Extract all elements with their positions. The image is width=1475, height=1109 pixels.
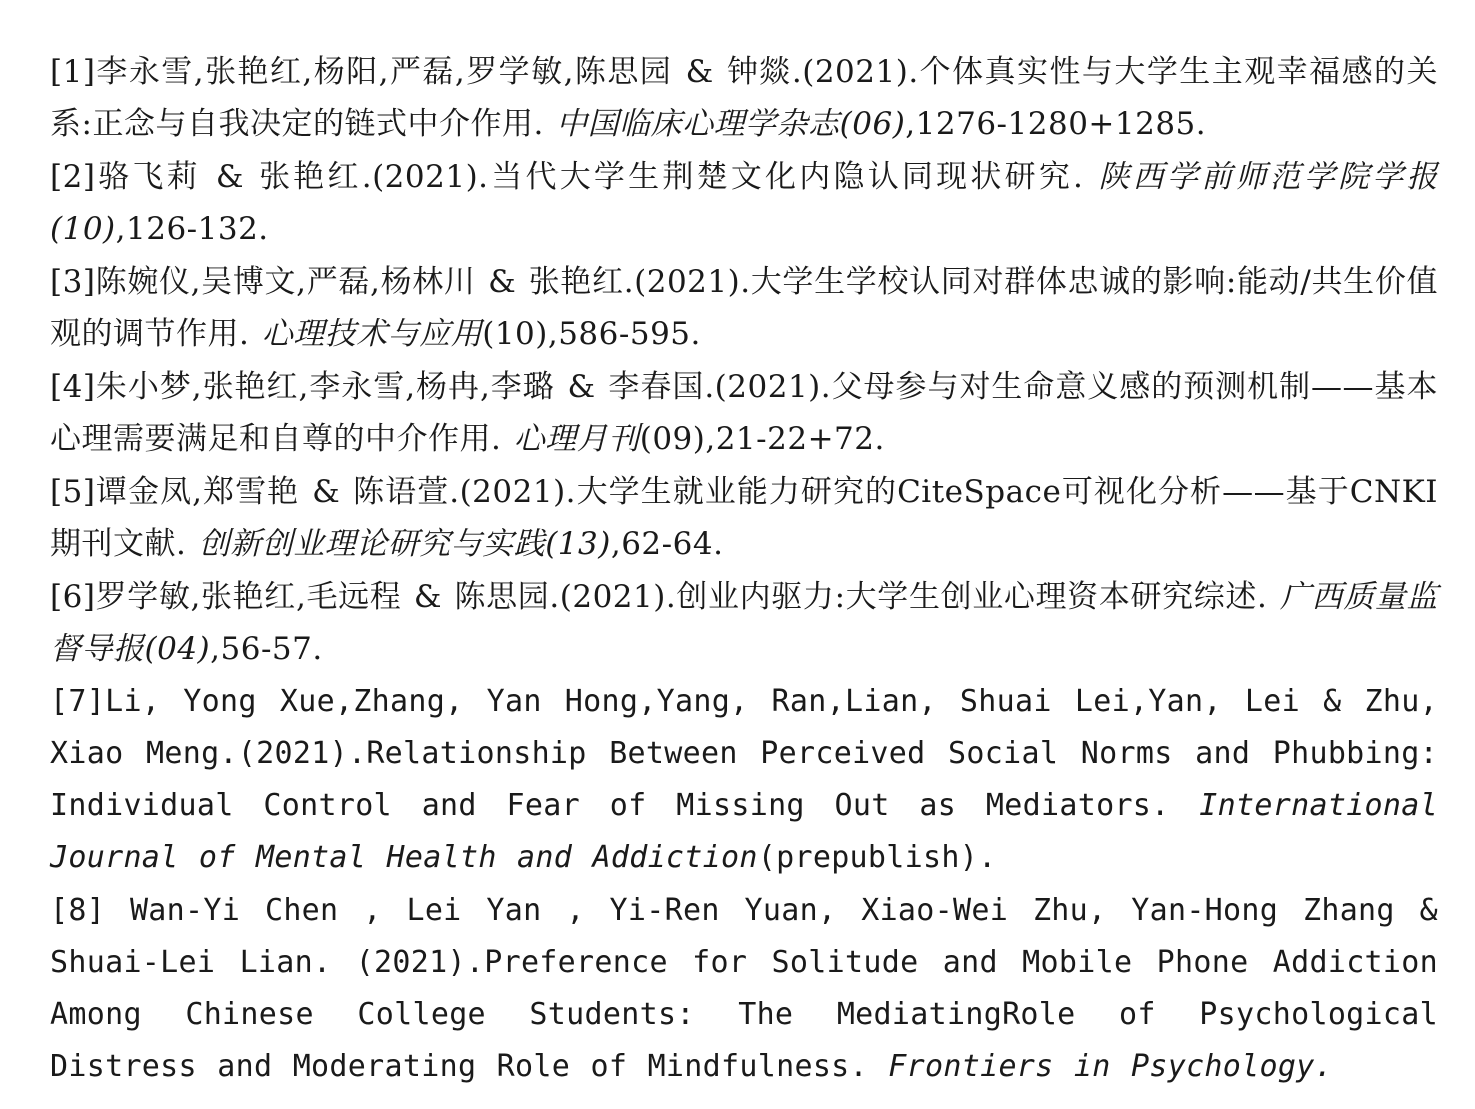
reference-pages: (prepublish).	[757, 840, 997, 875]
reference-journal: 中国临床心理学杂志(06)	[556, 106, 906, 142]
reference-authors-title: Li, Yong Xue,Zhang, Yan Hong,Yang, Ran,Lian, Shuai Lei,Yan, Lei & Zhu, Xiao Meng.(2021).Relationship Between Perceived Social Norms and Phubbing: Individual Control and Fear of Missing Out as Mediators.	[50, 684, 1438, 823]
reference-pages: (09),21-22+72.	[639, 421, 885, 457]
reference-journal: 陕西学前师范学院学报(10)	[50, 159, 1439, 247]
reference-label: [8]	[50, 893, 106, 928]
reference-label: [3]	[50, 264, 96, 300]
reference-authors-title: 骆飞莉 & 张艳红.(2021).当代大学生荆楚文化内隐认同现状研究.	[95, 159, 1099, 195]
reference-label: [6]	[50, 579, 96, 615]
reference-authors-title: 罗学敏,张艳红,毛远程 & 陈思园.(2021).创业内驱力:大学生创业心理资本研究综述.	[95, 579, 1280, 615]
reference-pages: ,56-57.	[210, 631, 323, 667]
reference-authors-title: 李永雪,张艳红,杨阳,严磊,罗学敏,陈思园 & 钟燚.(2021).个体真实性与大学生主观幸福感的关系:正念与自我决定的链式中介作用.	[50, 54, 1438, 142]
reference-journal: 创新创业理论研究与实践(13)	[198, 526, 611, 562]
reference-item-3	[50, 256, 1438, 360]
reference-authors-title: 朱小梦,张艳红,李永雪,杨冉,李璐 & 李春国.(2021).父母参与对生命意义感的预测机制——基本心理需要满足和自尊的中介作用.	[50, 369, 1438, 457]
reference-journal: 广西质量监督导报(04)	[50, 579, 1439, 667]
reference-label: [4]	[50, 369, 96, 405]
reference-journal: 心理技术与应用	[261, 316, 483, 352]
reference-pages: ,62-64.	[610, 526, 724, 562]
reference-item-8	[50, 885, 1438, 1093]
reference-label: [2]	[50, 159, 96, 195]
reference-pages: ,1276-1280+1285.	[905, 106, 1207, 142]
reference-item-7	[50, 676, 1438, 884]
reference-label: [7]	[50, 684, 106, 719]
reference-pages: ,126-132.	[115, 211, 269, 247]
reference-authors-title: Wan-Yi Chen , Lei Yan , Yi-Ren Yuan, Xiao-Wei Zhu, Yan-Hong Zhang & Shuai-Lei Lian. (2021).Preference for Solitude and Mobile Phone Addiction Among Chinese College Students: The MediatingRole of Psychological Distress and Moderating Role of Mindfulness.	[50, 893, 1438, 1084]
reference-pages: (10),586-595.	[482, 316, 701, 352]
reference-journal: International Journal of Mental Health and Addiction	[50, 788, 1438, 875]
reference-authors-title: 谭金凤,郑雪艳 & 陈语萱.(2021).大学生就业能力研究的CiteSpace可视化分析——基于CNKI期刊文献.	[50, 474, 1438, 562]
reference-item-4	[50, 361, 1438, 465]
reference-list	[50, 46, 1438, 1093]
reference-label: [5]	[50, 474, 96, 510]
reference-item-5	[50, 466, 1438, 570]
reference-journal: Frontiers in Psychology.	[888, 1049, 1333, 1084]
reference-item-2	[50, 151, 1438, 255]
reference-authors-title: 陈婉仪,吴博文,严磊,杨林川 & 张艳红.(2021).大学生学校认同对群体忠诚的影响:能动/共生价值观的调节作用.	[50, 264, 1438, 352]
reference-journal: 心理月刊	[513, 421, 640, 457]
reference-item-6	[50, 571, 1438, 675]
reference-item-1	[50, 46, 1438, 150]
reference-label: [1]	[50, 54, 96, 90]
